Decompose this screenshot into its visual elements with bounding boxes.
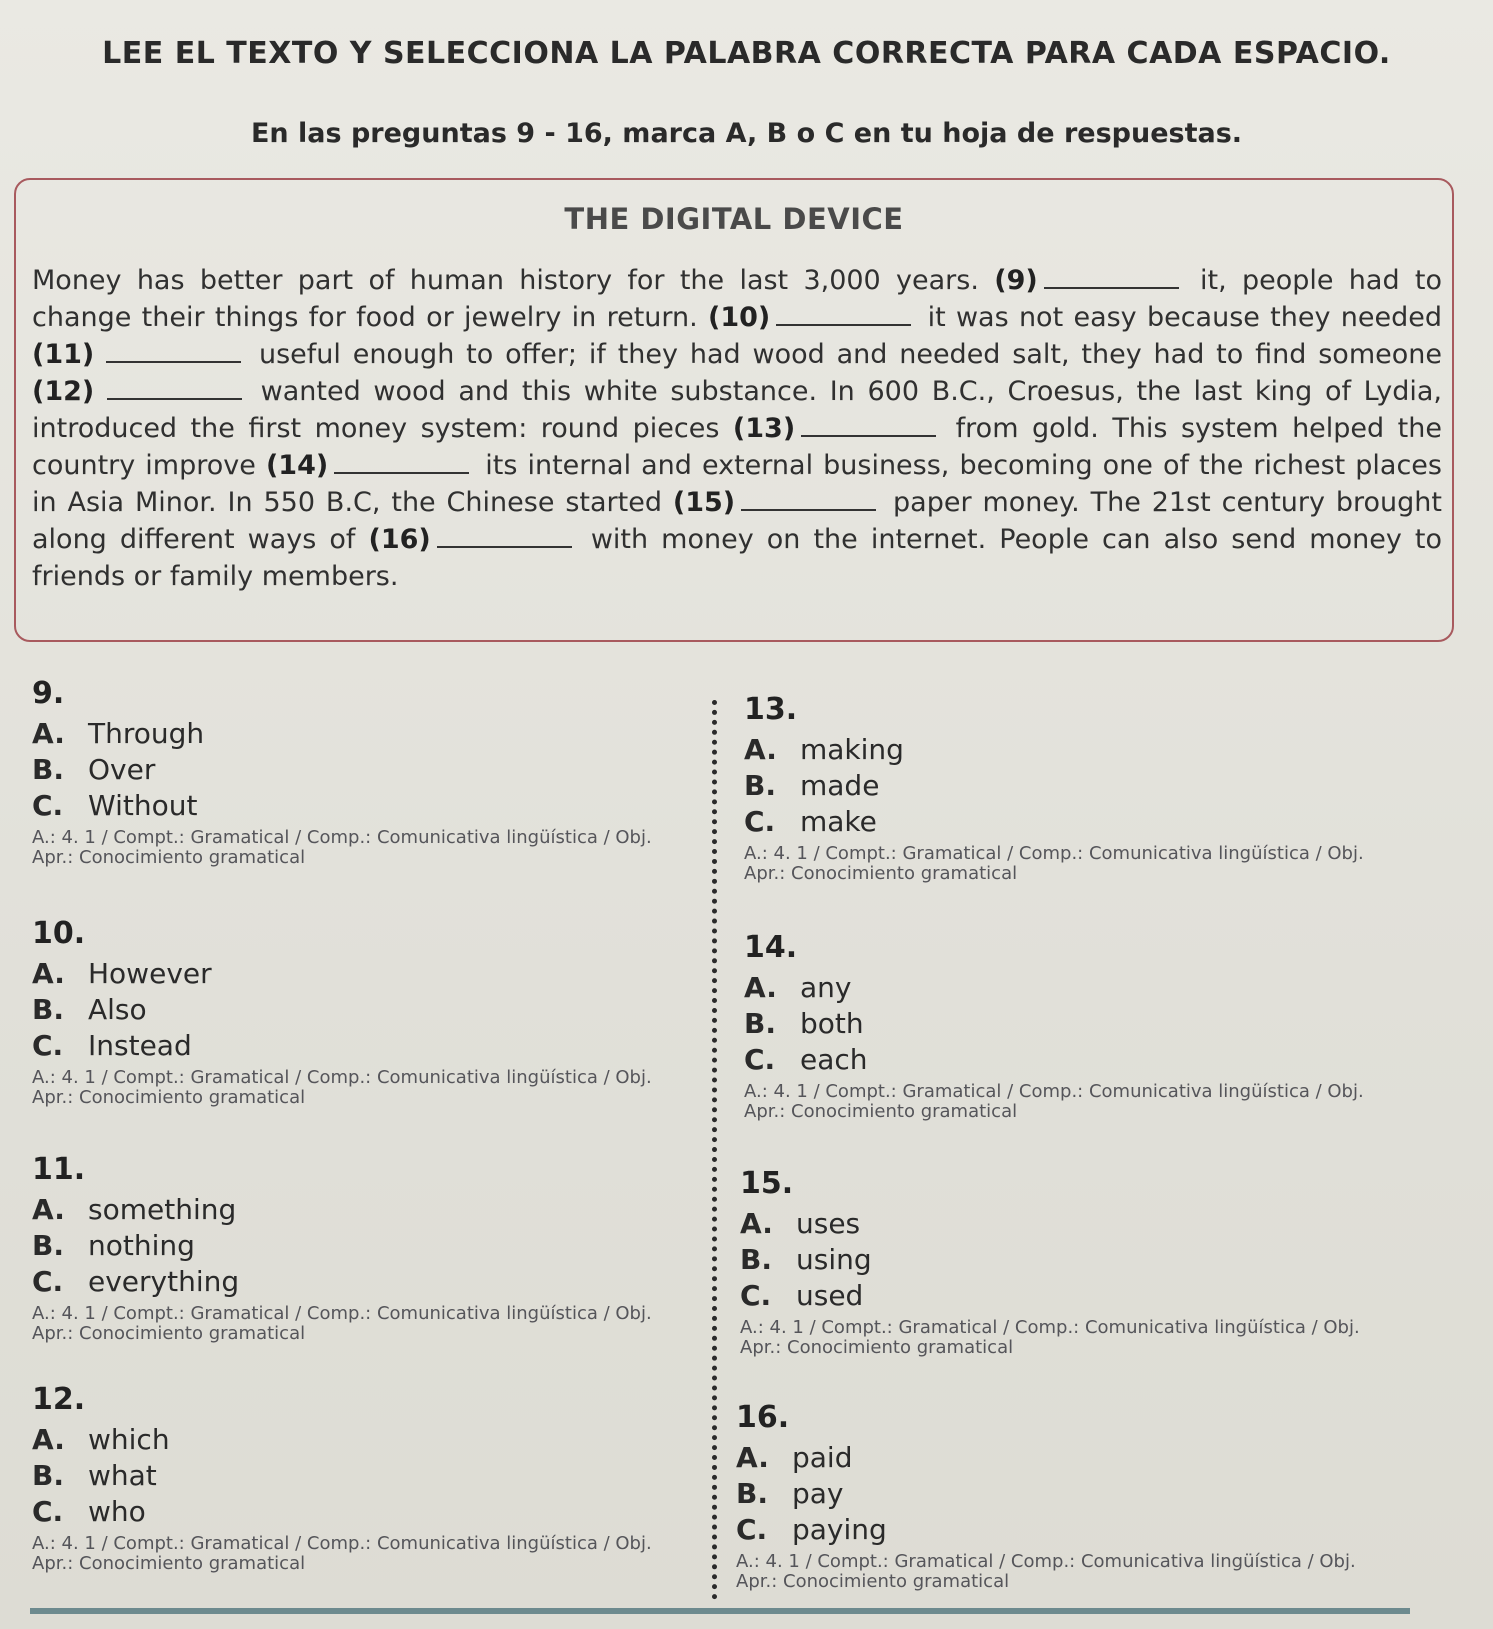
reading-passage-box	[14, 178, 1454, 642]
question-number: 15.	[740, 1166, 794, 1201]
question-9	[32, 676, 732, 868]
passage-text: from gold. This system helped the country improve	[32, 413, 1442, 481]
blank-number-9: (9)	[994, 265, 1038, 296]
question-13	[744, 692, 1444, 884]
passage-text: with money on the internet. People can also send money to friends or family members.	[32, 524, 1442, 592]
instruction-heading: LEE EL TEXTO Y SELECCIONA LA PALABRA CORRECTA PARA CADA ESPACIO.	[102, 36, 1391, 71]
option-c[interactable]: C. Instead	[32, 1029, 192, 1062]
question-14	[744, 930, 1444, 1122]
option-b[interactable]: B. using	[740, 1243, 872, 1276]
passage-text: wanted wood and this white substance. In 600 B.C., Croesus, the last king of Lydia, introduced the first money system: round pieces	[32, 376, 1442, 444]
option-a[interactable]: A. something	[32, 1193, 237, 1226]
question-meta: A.: 4. 1 / Compt.: Gramatical / Comp.: Comunicativa lingüística / Obj. Apr.: Conocimiento gramatical	[32, 827, 652, 868]
blank-9	[1044, 286, 1179, 289]
question-12	[32, 1382, 732, 1574]
question-meta: A.: 4. 1 / Compt.: Gramatical / Comp.: Comunicativa lingüística / Obj. Apr.: Conocimiento gramatical	[736, 1551, 1356, 1592]
blank-13	[801, 434, 936, 437]
question-meta: A.: 4. 1 / Compt.: Gramatical / Comp.: Comunicativa lingüística / Obj. Apr.: Conocimiento gramatical	[744, 1081, 1364, 1122]
option-a[interactable]: A. making	[744, 733, 904, 766]
option-a[interactable]: A. Through	[32, 717, 205, 750]
blank-15	[741, 508, 876, 511]
option-c[interactable]: C. everything	[32, 1265, 240, 1298]
option-a[interactable]: A. which	[32, 1423, 170, 1456]
instruction-subheading: En las preguntas 9 - 16, marca A, B o C en tu hoja de respuestas.	[250, 118, 1243, 149]
question-15	[740, 1166, 1440, 1358]
question-number: 14.	[744, 930, 798, 965]
passage-text: its internal and external business, becoming one of the richest places in Asia Minor. In 550 B.C, the Chinese started	[32, 450, 1442, 518]
reading-title: THE DIGITAL DEVICE	[564, 202, 904, 236]
blank-number-10: (10)	[708, 302, 771, 333]
blank-number-11: (11)	[32, 339, 95, 370]
question-10	[32, 916, 732, 1108]
blank-16	[437, 545, 572, 548]
question-meta: A.: 4. 1 / Compt.: Gramatical / Comp.: Comunicativa lingüística / Obj. Apr.: Conocimiento gramatical	[740, 1317, 1360, 1358]
blank-11	[106, 360, 241, 363]
option-c[interactable]: C. Without	[32, 789, 198, 822]
question-meta: A.: 4. 1 / Compt.: Gramatical / Comp.: Comunicativa lingüística / Obj. Apr.: Conocimiento gramatical	[32, 1533, 652, 1574]
option-c[interactable]: C. each	[744, 1043, 868, 1076]
option-a[interactable]: A. paid	[736, 1441, 853, 1474]
option-b[interactable]: B. nothing	[32, 1229, 195, 1262]
question-11	[32, 1152, 732, 1344]
question-number: 13.	[744, 692, 798, 727]
question-number: 10.	[32, 916, 86, 951]
passage-text: it, people had to change their things for food or jewelry in return.	[32, 265, 1443, 333]
question-meta: A.: 4. 1 / Compt.: Gramatical / Comp.: Comunicativa lingüística / Obj. Apr.: Conocimiento gramatical	[32, 1067, 652, 1108]
blank-number-12: (12)	[32, 376, 95, 407]
passage-text: Money has better part of human history for the last 3,000 years.	[32, 265, 979, 296]
question-meta: A.: 4. 1 / Compt.: Gramatical / Comp.: Comunicativa lingüística / Obj. Apr.: Conocimiento gramatical	[32, 1303, 652, 1344]
blank-12	[107, 397, 242, 400]
reading-text	[32, 262, 1442, 595]
question-number: 16.	[736, 1400, 790, 1435]
blank-10	[776, 323, 911, 326]
option-b[interactable]: B. what	[32, 1459, 157, 1492]
option-c[interactable]: C. make	[744, 805, 877, 838]
option-b[interactable]: B. made	[744, 769, 880, 802]
blank-number-15: (15)	[672, 487, 736, 518]
question-16	[736, 1400, 1436, 1592]
option-b[interactable]: B. pay	[736, 1477, 844, 1510]
option-b[interactable]: B. Over	[32, 753, 156, 786]
question-number: 12.	[32, 1382, 86, 1417]
question-number: 9.	[32, 676, 65, 711]
option-b[interactable]: B. both	[744, 1007, 864, 1040]
blank-14	[334, 471, 469, 474]
question-number: 11.	[32, 1152, 86, 1187]
option-a[interactable]: A. However	[32, 957, 212, 990]
option-c[interactable]: C. who	[32, 1495, 146, 1528]
blank-number-16: (16)	[368, 524, 431, 555]
option-b[interactable]: B. Also	[32, 993, 147, 1026]
question-meta: A.: 4. 1 / Compt.: Gramatical / Comp.: Comunicativa lingüística / Obj. Apr.: Conocimiento gramatical	[744, 843, 1364, 884]
blank-number-14: (14)	[265, 450, 329, 481]
passage-text: it was not easy because they needed	[927, 302, 1442, 333]
blank-number-13: (13)	[732, 413, 796, 444]
page-bottom-strip	[30, 1608, 1410, 1614]
option-c[interactable]: C. paying	[736, 1513, 887, 1546]
passage-text: paper money. The 21st century brought along different ways of	[32, 487, 1442, 555]
passage-text: useful enough to offer; if they had wood and needed salt, they had to find someone	[258, 339, 1442, 370]
option-a[interactable]: A. any	[744, 971, 852, 1004]
option-a[interactable]: A. uses	[740, 1207, 861, 1240]
option-c[interactable]: C. used	[740, 1279, 864, 1312]
